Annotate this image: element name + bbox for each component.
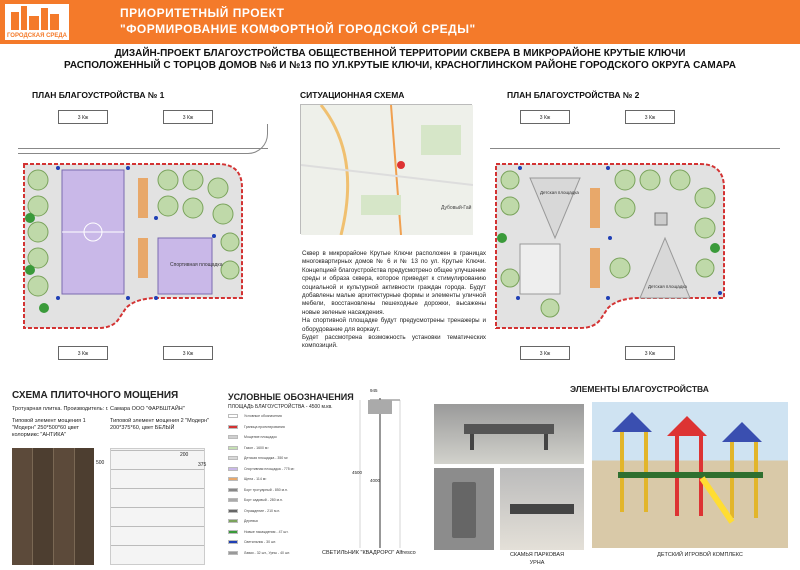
paving-sample-2 — [110, 448, 205, 565]
legend-label: Борт тротуарный - 850 м.п. — [244, 487, 288, 492]
legend-item — [228, 425, 338, 434]
legend-label: Граница проектирования — [244, 424, 285, 429]
lamp-dim-h2: 4000 — [370, 478, 381, 483]
legend-item — [228, 467, 338, 476]
legend-title: УСЛОВНЫЕ ОБОЗНАЧЕНИЯ — [228, 392, 354, 402]
lamp-dim-h1: 4500 — [352, 470, 363, 475]
urn-photo — [434, 468, 494, 550]
project-title-line1: ДИЗАЙН-ПРОЕКТ БЛАГОУСТРОЙСТВА ОБЩЕСТВЕННОЙ ТЕРРИТОРИИ СКВЕРА В МИКРОРАЙОНЕ КРУТЫЕ КЛЮЧИ — [114, 48, 686, 59]
paving-dim1: 500 — [96, 460, 105, 466]
map-label: Дубовый-Гай — [441, 205, 472, 211]
legend-swatch — [228, 456, 238, 460]
legend-area: ПЛОЩАДЬ БЛАГОУСТРОЙСТВА - 4500 м.кв. — [228, 404, 333, 410]
legend-item — [228, 435, 338, 444]
legend-swatch — [228, 477, 238, 481]
legend-label: Борт садовый - 280 м.п. — [244, 498, 283, 502]
header-line1: ПРИОРИТЕТНЫЙ ПРОЕКТ — [120, 6, 285, 20]
plan1-site — [18, 158, 258, 338]
legend-label: Деревья — [244, 519, 258, 523]
plan1-building-label: 3 Кж — [77, 351, 89, 357]
legend-label: Спортивная площадка - 775 м² — [244, 466, 295, 471]
legend-label: Светильник - 30 шт. — [244, 540, 276, 544]
urn-caption: УРНА — [529, 560, 545, 566]
plan2-drawing — [490, 104, 780, 374]
plan2-building-label: 3 Кж — [539, 351, 551, 357]
logo — [4, 3, 70, 41]
legend-item — [228, 456, 338, 465]
lamp-caption: СВЕТИЛЬНИК "КВАДРОРО" Alfresco — [322, 550, 416, 556]
plan2-title: ПЛАН БЛАГОУСТРОЙСТВА № 2 — [507, 90, 640, 100]
legend-label: Новые насаждения - 47 шт. — [244, 529, 289, 534]
legend-label: Газон - 1600 м² — [244, 445, 269, 450]
legend-label: Мощение площадок — [244, 435, 277, 439]
bench-photo — [434, 404, 584, 464]
legend-swatch — [228, 414, 238, 418]
legend-swatch — [228, 551, 238, 555]
legend-item — [228, 488, 338, 497]
legend-label: Детская площадка - 350 м² — [244, 456, 288, 460]
svg-text:Детская площадка — [648, 284, 687, 289]
bench2-photo — [500, 468, 584, 550]
plan1-building-label: 3 Кж — [182, 351, 194, 357]
bench-caption: СКАМЬЯ ПАРКОВАЯ — [509, 552, 565, 558]
legend-swatch — [228, 467, 238, 471]
header-line2: "ФОРМИРОВАНИЕ КОМФОРТНОЙ ГОРОДСКОЙ СРЕДЫ" — [120, 22, 476, 36]
paving-element1: Типовой элемент мощения 1 "Модерн" 250*500*60 цвет колормикс "АНТИКА" — [12, 418, 86, 438]
description-text2: На спортивной площадке будут предусмотрены тренажеры и оборудование для воркаут. — [302, 317, 486, 333]
legend-swatch — [228, 488, 238, 492]
situation-title: СИТУАЦИОННАЯ СХЕМА — [300, 90, 405, 100]
elements-title: ЭЛЕМЕНТЫ БЛАГОУСТРОЙСТВА — [570, 384, 709, 394]
paving-title: СХЕМА ПЛИТОЧНОГО МОЩЕНИЯ — [12, 390, 179, 401]
logo-text: ГОРОДСКАЯ СРЕДА — [6, 33, 68, 39]
plan1-building-label: 3 Кж — [182, 115, 194, 121]
description-text: Сквер в микрорайоне Крутые Ключи расположен в границах многоквартирных домов № 6 и № 13 по ул. Крутые Ключи. Концепцией благоустройства предусмотрено общее улучшение среды и образа сквера, которое приведет к стимулированию социальной и культурной активности граждан города. Будут добавлены малые архитектурные формы и элементы уличной мебели, восстановлены пешеходные дорожки, высажены новые зеленые насаждения. — [302, 250, 486, 316]
legend-label: Ограждение - 210 м.п. — [244, 508, 281, 513]
lamp-dim-top: 945 — [370, 388, 378, 393]
legend-item — [228, 498, 338, 507]
paving-element2: Типовой элемент мощения 2 "Модерн" 200*375*60, цвет БЕЛЫЙ — [110, 418, 210, 431]
legend-label: Условные обозначения — [244, 414, 282, 418]
svg-text:Дубовый-Гай — [441, 204, 472, 211]
legend-swatch — [228, 498, 238, 502]
playground-photo — [592, 402, 788, 548]
plan1-sport-label: Спортивная площадка — [170, 262, 223, 268]
legend-swatch — [228, 446, 238, 450]
plan2-building-label: 3 Кж — [644, 351, 656, 357]
plan2-kids-label-2: Детская площадка — [648, 284, 687, 289]
legend-list — [228, 414, 338, 564]
paving-dim2b: 375 — [198, 462, 207, 468]
legend-label: Лавки - 32 шт., Урны - 40 шт. — [244, 550, 290, 555]
legend-item — [228, 540, 338, 549]
paving-sample-1 — [12, 448, 94, 565]
legend-swatch — [228, 540, 238, 544]
svg-text:Спортивная площадка — [170, 262, 223, 268]
situation-description — [302, 250, 486, 351]
legend-swatch — [228, 519, 238, 523]
legend-item — [228, 509, 338, 518]
lamp-drawing — [350, 388, 440, 558]
legend-swatch — [228, 530, 238, 534]
plan2-building-label: 3 Кж — [539, 115, 551, 121]
legend-label: Щепа - 114 м² — [244, 477, 267, 481]
legend-swatch — [228, 425, 238, 429]
project-title-line2: РАСПОЛОЖЕННЫЙ С ТОРЦОВ ДОМОВ №6 И №13 ПО УЛ.КРУТЫЕ КЛЮЧИ, КРАСНОГЛИНСКОМ РАЙОНЕ ГОРОДСКОГО ОКРУГА САМАРА — [64, 60, 736, 71]
situation-map — [300, 104, 472, 234]
playground-caption: ДЕТСКИЙ ИГРОВОЙ КОМПЛЕКС — [657, 552, 743, 558]
legend-swatch — [228, 435, 238, 439]
description-text3: Будет рассмотрена возможность установки тематических композиций. — [302, 334, 486, 350]
plan2-kids-label: Детская площадка — [540, 190, 579, 195]
plan1-title: ПЛАН БЛАГОУСТРОЙСТВА № 1 — [32, 90, 165, 100]
legend-item — [228, 446, 338, 455]
legend-item — [228, 414, 338, 423]
legend-item — [228, 477, 338, 486]
plan1-drawing — [18, 104, 268, 374]
legend-item — [228, 519, 338, 528]
plan2-site — [490, 158, 780, 338]
paving-dim2a: 200 — [180, 452, 189, 458]
legend-item — [228, 530, 338, 539]
svg-text:Детская площадка — [540, 190, 579, 195]
paving-subtitle: Тротуарная плитка. Производитель: г. Самара ООО "ФАРБШТАЙН" — [12, 406, 185, 412]
plan1-building-label: 3 Кж — [77, 115, 89, 121]
legend-swatch — [228, 509, 238, 513]
plan2-building-label: 3 Кж — [644, 115, 656, 121]
